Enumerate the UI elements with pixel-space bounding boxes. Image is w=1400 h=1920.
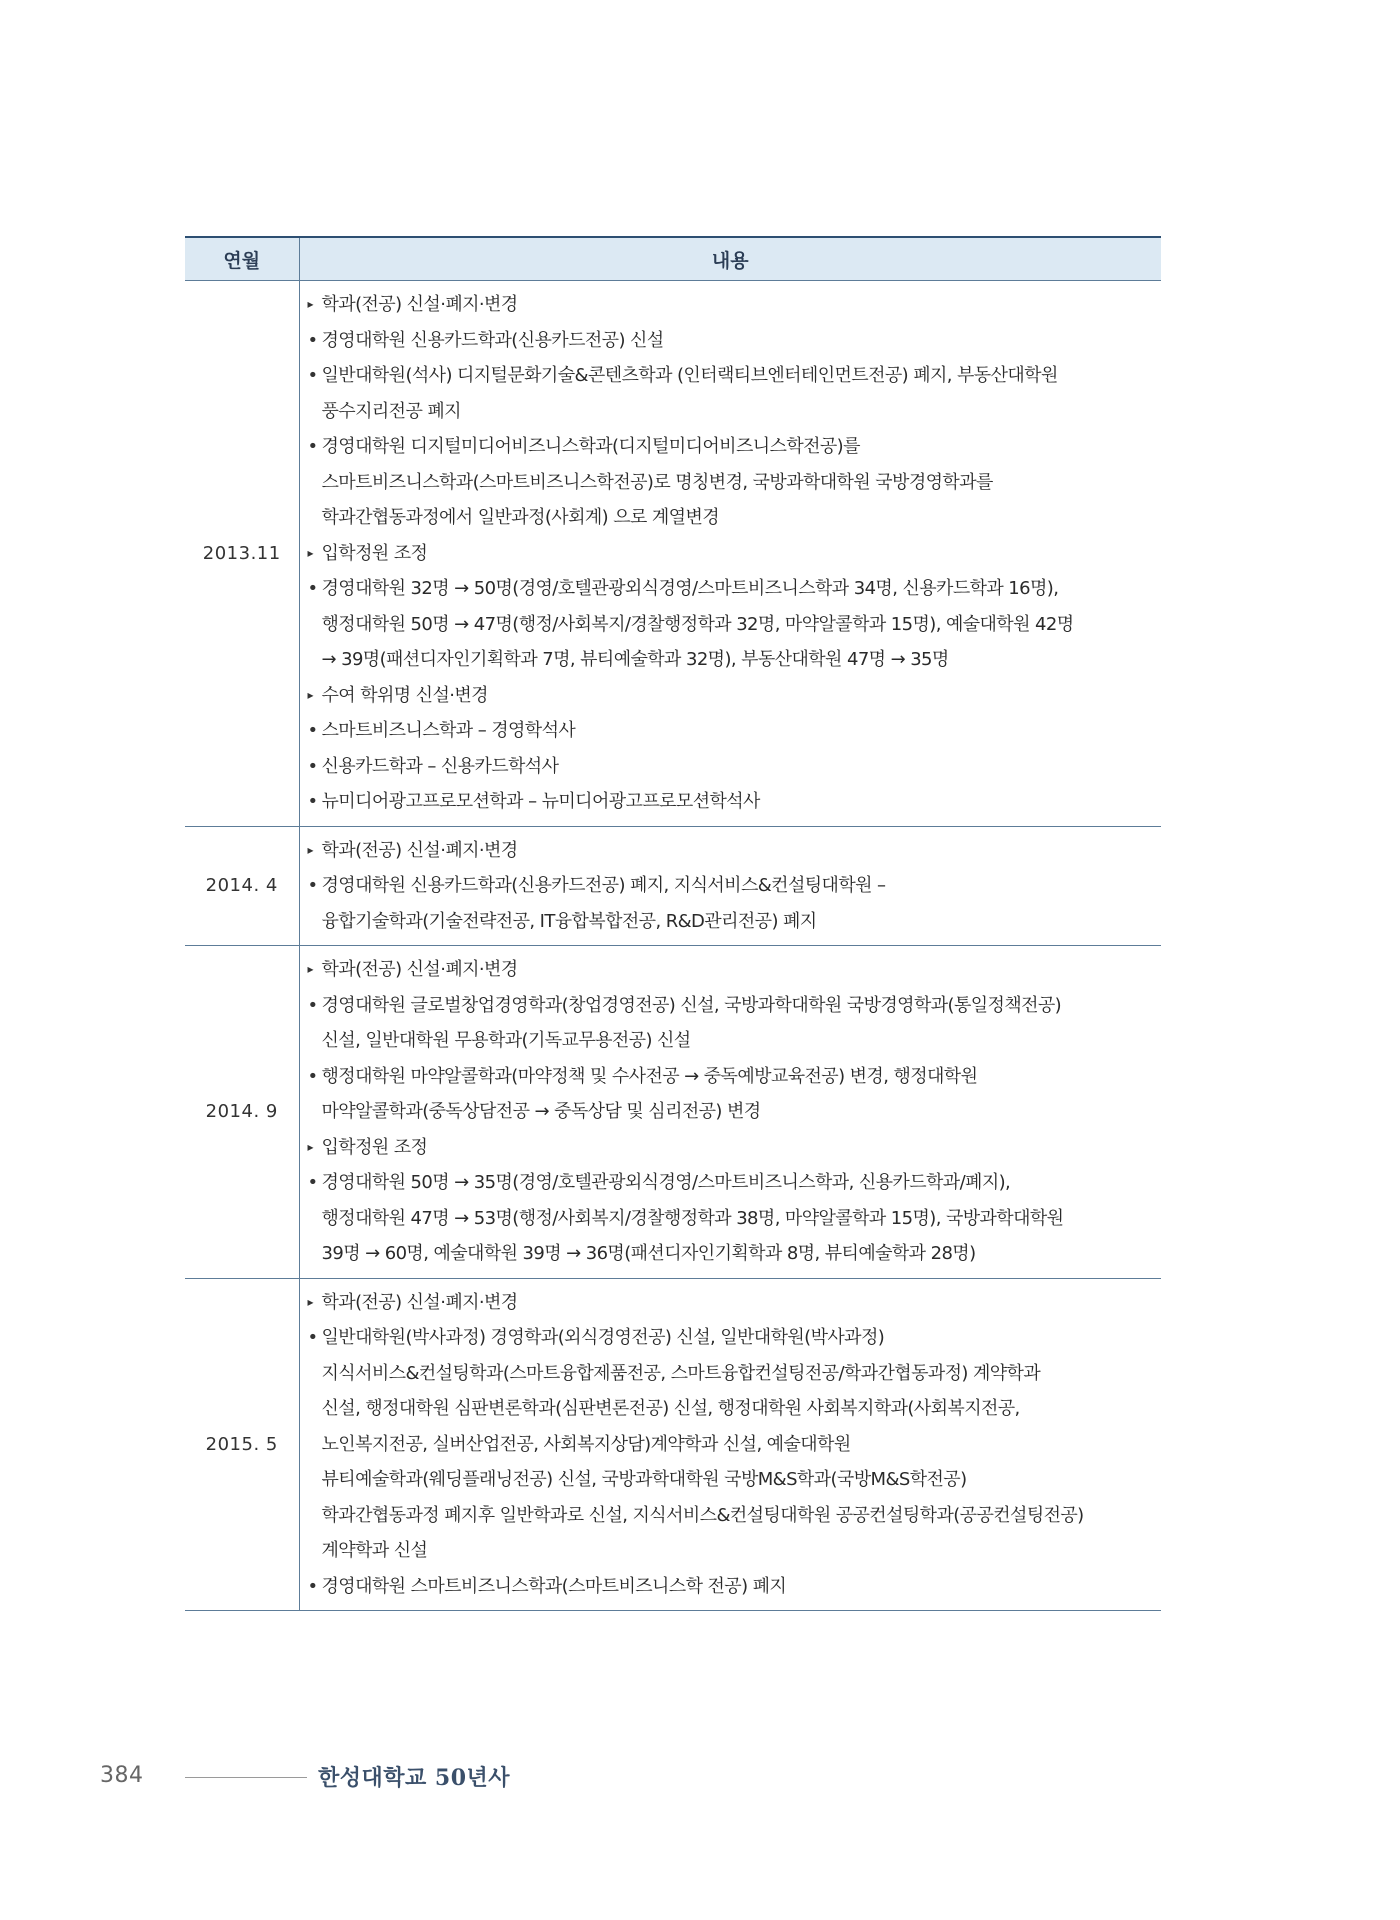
line-text: 학과간협동과정 폐지후 일반학과로 신설, 지식서비스&컨설팅대학원 공공컨설팅학과(공공컨설팅전공) [321,1504,1084,1526]
line-text: 뷰티예술학과(웨딩플래닝전공) 신설, 국방과학대학원 국방M&S학과(국방M&S학전공) [321,1469,967,1490]
bullet-continuation [308,1533,1158,1569]
bullet-item [308,868,1158,904]
triangle-marker-icon: ▸ [307,962,313,976]
row-content [299,1278,1161,1611]
header-date: 연월 [185,237,299,281]
bullet-continuation [308,1094,1158,1130]
table-row [185,1278,1161,1611]
row-content [299,826,1161,946]
line-text: 스마트비즈니스학과 – 경영학석사 [321,720,576,741]
line-text: 행정대학원 50명 → 47명(행정/사회복지/경찰행정학과 32명, 마약알콜학과 15명), 예술대학원 42명 [321,613,1074,635]
line-text: 경영대학원 신용카드학과(신용카드전공) 폐지, 지식서비스&컨설팅대학원 – [321,875,886,896]
row-content [299,946,1161,1279]
bullet-continuation [308,1391,1158,1427]
line-text: 경영대학원 신용카드학과(신용카드전공) 신설 [321,329,664,351]
line-text: → 39명(패션디자인기획학과 7명, 뷰티예술학과 32명), 부동산대학원 47명 → 35명 [321,649,949,670]
bullet-continuation [308,1462,1158,1498]
footer-divider [185,1777,307,1778]
line-text: 경영대학원 50명 → 35명(경영/호텔관광외식경영/스마트비즈니스학과, 신용카드학과/폐지), [321,1172,1011,1193]
line-text: 마약알콜학과(중독상담전공 → 중독상담 및 심리전공) 변경 [321,1101,761,1122]
line-text: 융합기술학과(기술전략전공, IT융합복합전공, R&D관리전공) 폐지 [321,910,817,932]
bullet-item [308,713,1158,749]
triangle-marker-icon: ▸ [307,1294,313,1309]
line-text: 행정대학원 47명 → 53명(행정/사회복지/경찰행정학과 38명, 마약알콜학과 15명), 국방과학대학원 [321,1207,1064,1229]
row-date: 2013.11 [185,281,299,827]
bullet-continuation [308,1236,1158,1272]
triangle-marker-icon: ▸ [307,545,313,560]
triangle-marker-icon: ▸ [307,687,313,702]
line-text: 경영대학원 디지털미디어비즈니스학과(디지털미디어비즈니스학전공)를 [321,436,860,457]
bullet-dot-icon: • [307,720,318,741]
section-heading [308,536,1158,572]
row-date: 2015. 5 [185,1278,299,1611]
bullet-continuation [308,1498,1158,1534]
bullet-dot-icon: • [307,1575,318,1597]
line-text: 학과(전공) 신설·폐지·변경 [321,959,518,980]
line-text: 입학정원 조정 [321,542,428,564]
section-heading [308,952,1158,988]
row-date: 2014. 4 [185,826,299,946]
bullet-dot-icon: • [307,578,318,599]
bullet-dot-icon: • [307,329,318,351]
bullet-dot-icon: • [307,365,318,386]
bullet-continuation [308,1427,1158,1463]
line-text: 일반대학원(석사) 디지털문화기술&콘텐츠학과 (인터랙티브엔터테인먼트전공) 폐지, 부동산대학원 [321,365,1058,386]
line-text: 학과간협동과정에서 일반과정(사회계) 으로 계열변경 [321,507,720,528]
line-text: 수여 학위명 신설·변경 [321,684,488,706]
bullet-dot-icon: • [307,436,318,457]
bullet-continuation [308,904,1158,940]
table-header-row [185,237,1161,281]
bullet-item [308,429,1158,465]
table-row [185,281,1161,827]
bullet-dot-icon: • [307,875,318,896]
header-content: 내용 [299,237,1161,281]
line-text: 경영대학원 글로벌창업경영학과(창업경영전공) 신설, 국방과학대학원 국방경영학과(통일정책전공) [321,994,1062,1016]
bullet-item [308,988,1158,1024]
line-text: 학과(전공) 신설·폐지·변경 [321,839,518,861]
line-text: 학과(전공) 신설·폐지·변경 [321,1291,518,1313]
page-number: 384 [100,1763,144,1788]
line-text: 노인복지전공, 실버산업전공, 사회복지상담)계약학과 신설, 예술대학원 [321,1433,851,1455]
triangle-marker-icon: ▸ [307,297,313,311]
bullet-continuation [308,1023,1158,1059]
line-text: 일반대학원(박사과정) 경영학과(외식경영전공) 신설, 일반대학원(박사과정) [321,1327,885,1348]
line-text: 행정대학원 마약알콜학과(마약정책 및 수사전공 → 중독예방교육전공) 변경, 행정대학원 [321,1065,978,1087]
bullet-item [308,784,1158,820]
triangle-marker-icon: ▸ [307,842,313,857]
line-text: 신용카드학과 – 신용카드학석사 [321,755,559,777]
line-text: 경영대학원 스마트비즈니스학과(스마트비즈니스학 전공) 폐지 [321,1575,787,1597]
section-heading [308,1130,1158,1166]
bullet-item [308,571,1158,607]
bullet-dot-icon: • [307,1172,318,1193]
table-body [185,281,1161,1611]
section-heading [308,287,1158,323]
table-row [185,826,1161,946]
bullet-dot-icon: • [307,1065,318,1087]
book-title: 한성대학교 50년사 [318,1765,511,1791]
line-text: 지식서비스&컨설팅학과(스마트융합제품전공, 스마트융합컨설팅전공/학과간협동과정) 계약학과 [321,1362,1041,1384]
bullet-continuation [308,465,1158,501]
bullet-item [308,358,1158,394]
bullet-continuation [308,500,1158,536]
bullet-dot-icon: • [307,755,318,777]
bullet-dot-icon: • [307,1327,318,1348]
line-text: 계약학과 신설 [321,1540,428,1561]
section-heading [308,1285,1158,1321]
bullet-continuation [308,607,1158,643]
row-date: 2014. 9 [185,946,299,1279]
bullet-item [308,1059,1158,1095]
bullet-continuation [308,1356,1158,1392]
line-text: 뉴미디어광고프로모션학과 – 뉴미디어광고프로모션학석사 [321,791,760,812]
line-text: 신설, 행정대학원 심판변론학과(심판변론전공) 신설, 행정대학원 사회복지학과(사회복지전공, [321,1398,1020,1419]
section-heading [308,833,1158,869]
bullet-item [308,1165,1158,1201]
bullet-item [308,323,1158,359]
line-text: 경영대학원 32명 → 50명(경영/호텔관광외식경영/스마트비즈니스학과 34명, 신용카드학과 16명), [321,578,1059,599]
row-content [299,281,1161,827]
bullet-continuation [308,1201,1158,1237]
bullet-continuation [308,642,1158,678]
bullet-dot-icon: • [307,791,318,812]
line-text: 학과(전공) 신설·폐지·변경 [321,294,518,315]
triangle-marker-icon: ▸ [307,1139,313,1154]
bullet-dot-icon: • [307,994,318,1016]
line-text: 풍수지리전공 폐지 [321,400,461,422]
line-text: 스마트비즈니스학과(스마트비즈니스학전공)로 명칭변경, 국방과학대학원 국방경영학과를 [321,471,993,493]
section-heading [308,678,1158,714]
bullet-continuation [308,394,1158,430]
table-row [185,946,1161,1279]
bullet-item [308,749,1158,785]
line-text: 신설, 일반대학원 무용학과(기독교무용전공) 신설 [321,1030,691,1051]
bullet-item [308,1320,1158,1356]
bullet-item [308,1569,1158,1605]
history-table [185,236,1161,1611]
line-text: 39명 → 60명, 예술대학원 39명 → 36명(패션디자인기획학과 8명, 뷰티예술학과 28명) [321,1243,976,1264]
line-text: 입학정원 조정 [321,1136,428,1158]
